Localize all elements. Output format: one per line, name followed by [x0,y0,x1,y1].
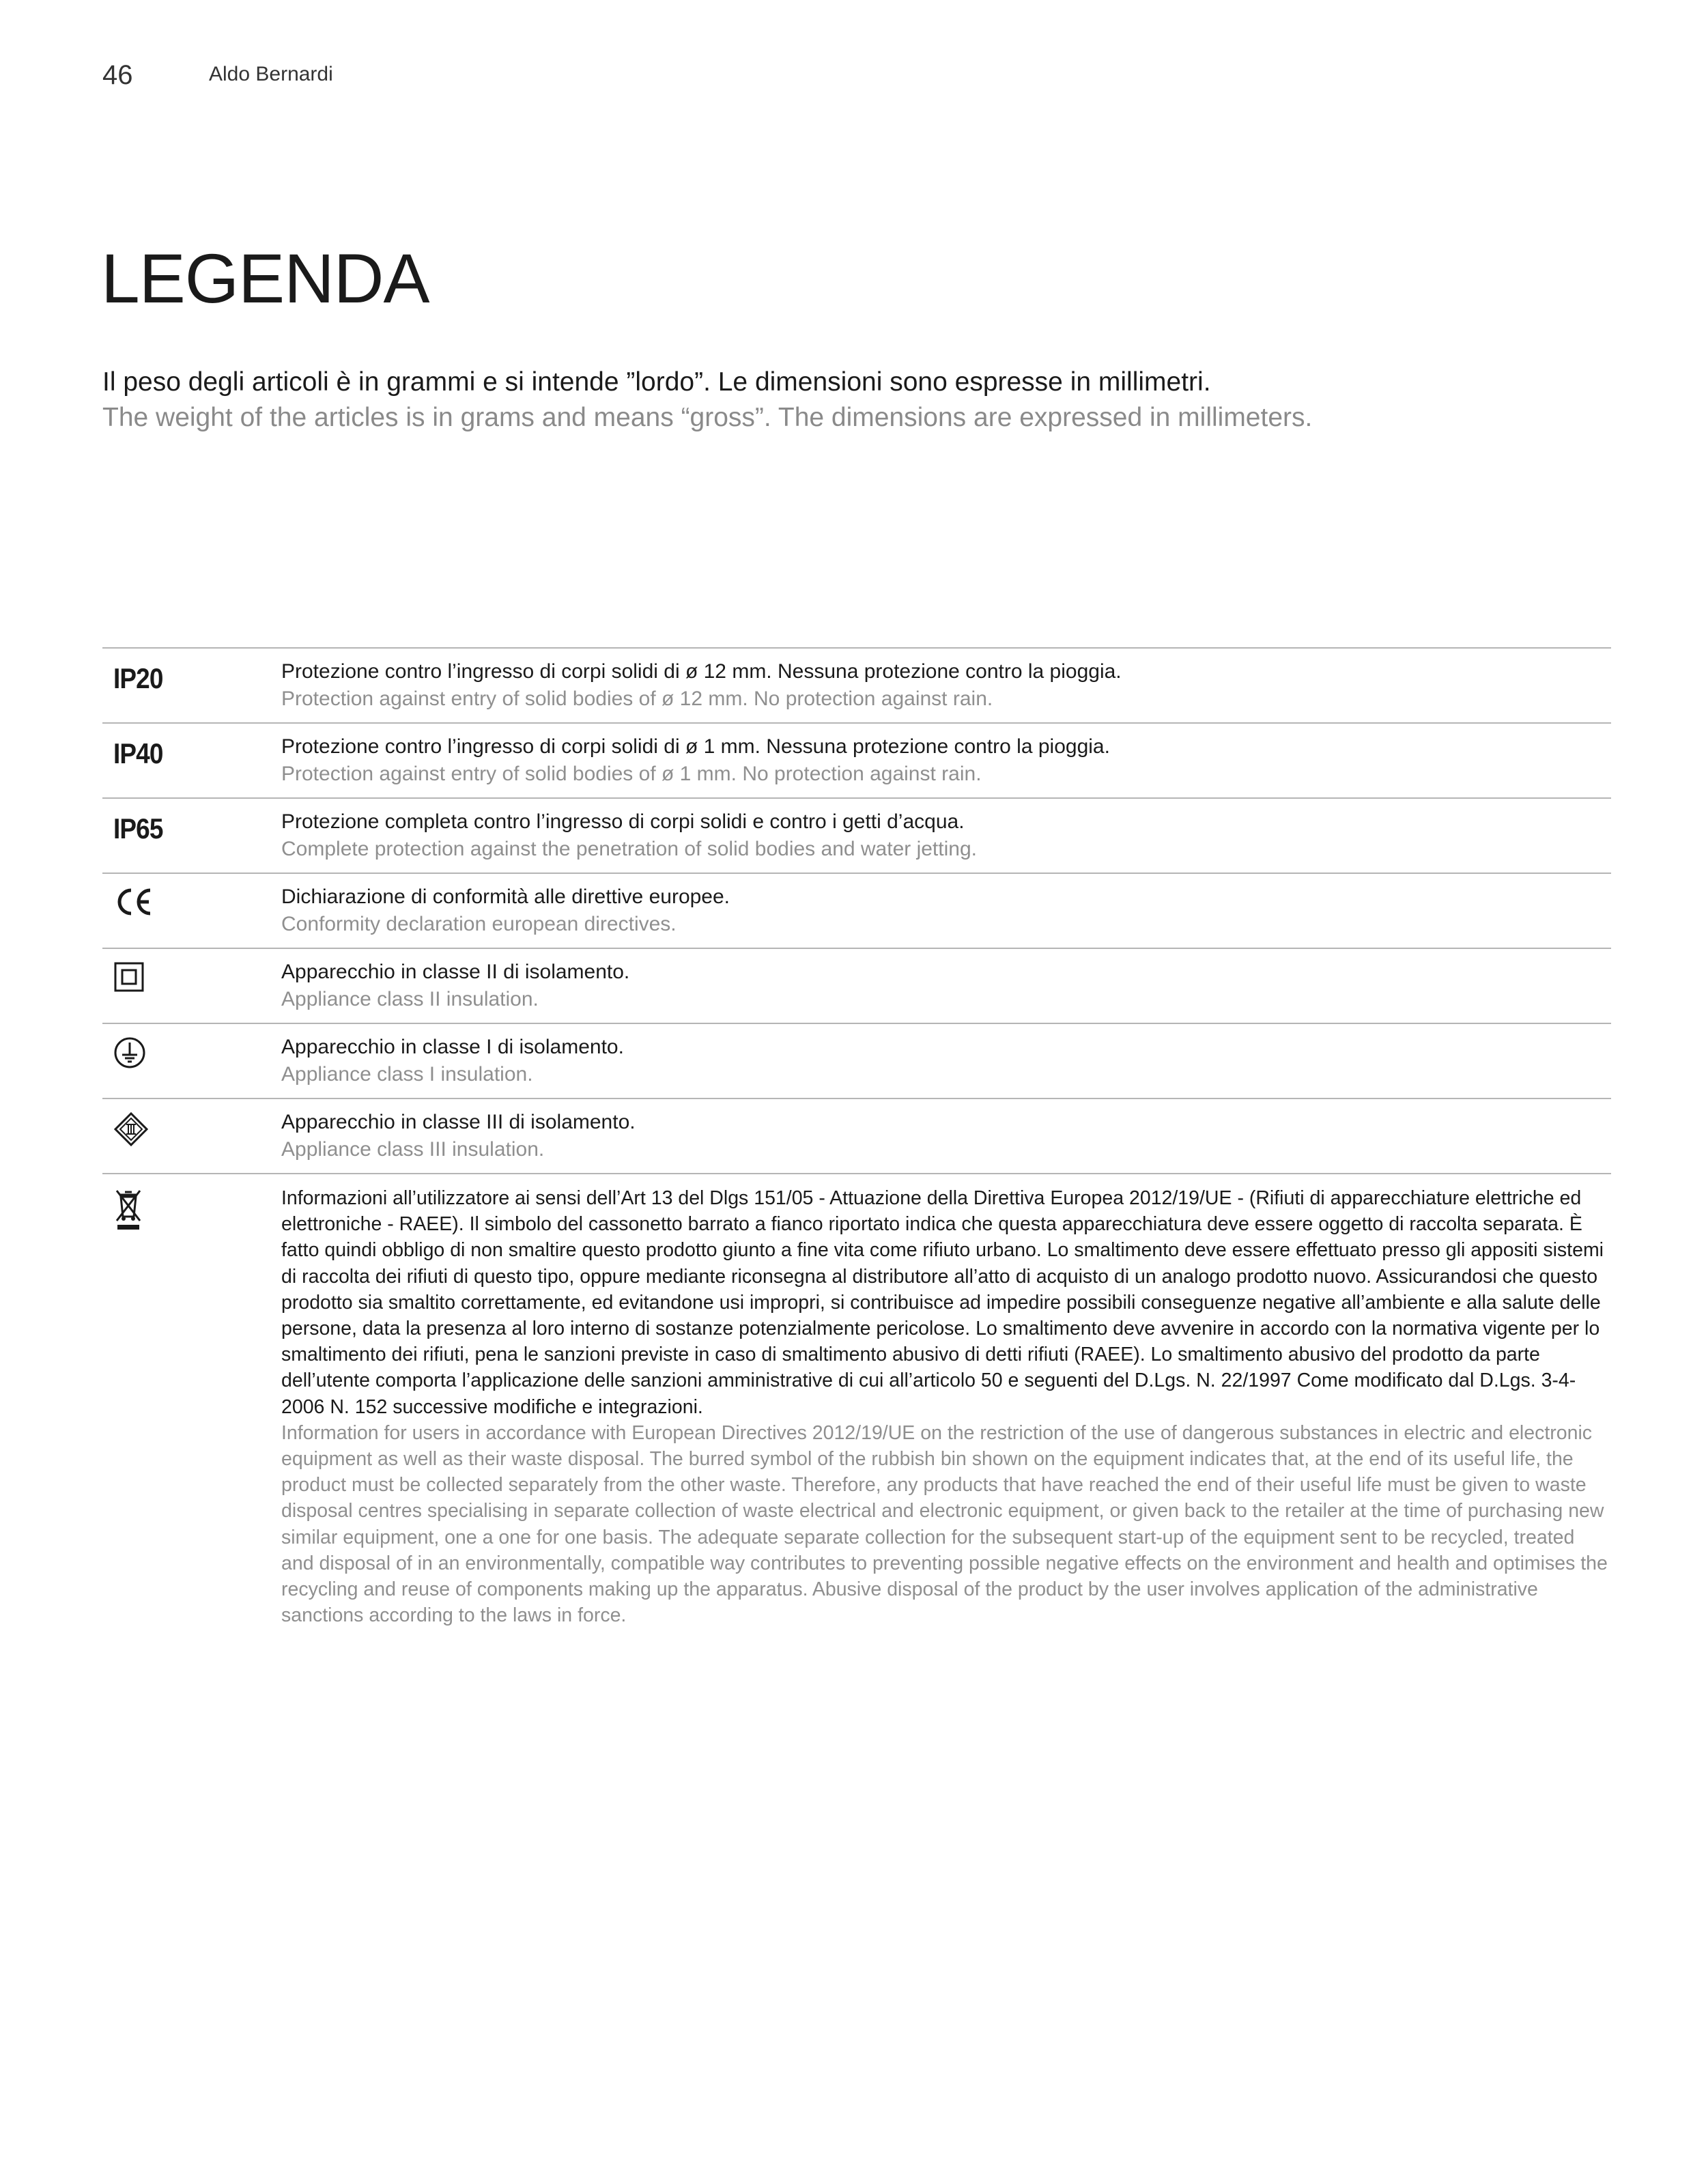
legend-table [102,647,1611,1638]
legend-description [281,1185,1611,1628]
ip40-code: IP40 [113,737,163,769]
class-i-earth-icon [113,1036,146,1069]
legend-description [281,959,1611,1013]
page-number: 46 [102,60,133,90]
legend-symbol [102,658,281,713]
legend-symbol [102,1185,281,1628]
intro [102,365,1604,436]
legend-row-class-ii [102,949,1611,1024]
class-ii-icon [113,961,145,993]
legend-description [281,733,1611,788]
description-italian: Protezione contro l’ingresso di corpi solidi di ø 12 mm. Nessuna protezione contro la pioggia. [281,660,1122,683]
description-italian: Apparecchio in classe II di isolamento. [281,961,630,983]
ip20-code: IP20 [113,662,163,694]
description-italian: Apparecchio in classe I di isolamento. [281,1036,624,1058]
description-english: Protection against entry of solid bodies of ø 12 mm. No protection against rain. [281,687,993,710]
legend-symbol [102,959,281,1013]
description-english: Appliance class II insulation. [281,988,539,1010]
legend-symbol [102,733,281,788]
description-italian: Protezione completa contro l’ingresso di corpi solidi e contro i getti d’acqua. [281,810,965,833]
legend-row-ip20 [102,649,1611,724]
legend-row-ce [102,874,1611,949]
description-italian: Protezione contro l’ingresso di corpi solidi di ø 1 mm. Nessuna protezione contro la pioggia. [281,735,1110,758]
description-english: Complete protection against the penetration of solid bodies and water jetting. [281,838,977,860]
legend-description [281,808,1611,863]
description-italian: Apparecchio in classe III di isolamento. [281,1111,636,1133]
legend-description [281,883,1611,938]
description-italian: Informazioni all’utilizzatore ai sensi dell’Art 13 del Dlgs 151/05 - Attuazione della Direttiva Europea 2012/19/UE - (Rifiuti di apparecchiature elettriche ed elettroniche - RAEE). Il simbolo del cassonetto barrato a fianco riportato indica che questa apparecchiatura deve essere oggetto di raccolta separata. È fatto quindi obbligo di non smaltire questo prodotto giunto a fine vita come rifiuto urbano. Lo smaltimento deve essere effettuato presso gli appositi sistemi di raccolta dei rifiuti di questo tipo, oppure mediante riconsegna al distributore all’atto di acquisto di un analogo prodotto nuovo. Assicurandosi che questo prodotto sia smaltito correttamente, ed evitandone usi impropri, si contribuisce ad impedire possibili conseguenze negative all’ambiente e alla salute delle persone, data la presenza al loro interno di sostanze potenzialmente pericolose. Lo smaltimento deve avvenire in accordo con la normativa vigente per lo smaltimento dei rifiuti, pena le sanzioni previste in caso di smaltimento abusivo di detti rifiuti (RAEE). Lo smaltimento abusivo del prodotto da parte dell’utente comporta l’applicazione delle sanzioni amministrative di cui all’articolo 50 e seguenti del D.Lgs. N. 22/1997 Come modificato dal D.Lgs. 3-4-2006 N. 152 successive modifiche e integrazioni. [281,1187,1604,1418]
description-english: Appliance class III insulation. [281,1138,545,1161]
legend-row-class-iii [102,1099,1611,1174]
legend-symbol [102,1109,281,1163]
legend-symbol [102,808,281,863]
legend-row-ip40 [102,724,1611,799]
description-italian: Dichiarazione di conformità alle direttive europee. [281,885,730,908]
legend-description [281,1034,1611,1088]
page-title: LEGENDA [101,240,429,317]
description-english: Information for users in accordance with European Directives 2012/19/UE on the restriction of the use of dangerous substances in electric and electronic equipment as well as their waste disposal. The burred symbol of the rubbish bin shown on the equipment indicates that, at the end of its useful life, the product must be collected separately from the other waste. Therefore, any products that have reached the end of their useful life must be given to waste disposal centres specialising in separate collection of waste electrical and electronic equipment, or given back to the retailer at the time of purchasing new similar equipment, one a one for one basis. The adequate separate collection for the subsequent start-up of the equipment sent to be recycled, treated and disposal of in an environmentally, compatible way contributes to preventing possible negative effects on the environment and health and optimises the recycling and reuse of components making up the apparatus. Abusive disposal of the product by the user involves application of the administrative sanctions according to the laws in force. [281,1421,1608,1627]
class-iii-icon [113,1111,149,1147]
legend-row-ip65 [102,799,1611,874]
legend-row-class-i [102,1024,1611,1099]
ip65-code: IP65 [113,812,163,845]
intro-english: The weight of the articles is in grams and means “gross”. The dimensions are expressed in millimeters. [102,403,1313,432]
description-english: Conformity declaration european directives. [281,913,677,935]
legend-symbol [102,883,281,938]
description-english: Protection against entry of solid bodies of ø 1 mm. No protection against rain. [281,763,982,785]
brand-name: Aldo Bernardi [209,63,333,85]
legend-description [281,1109,1611,1163]
legend-symbol [102,1034,281,1088]
description-english: Appliance class I insulation. [281,1063,533,1086]
intro-italian: Il peso degli articoli è in grammi e si intende ”lordo”. Le dimensioni sono espresse in millimetri. [102,367,1211,397]
weee-bin-icon [113,1188,143,1233]
legend-description [281,658,1611,713]
legend-row-weee [102,1174,1611,1638]
ce-mark-icon [113,886,154,918]
